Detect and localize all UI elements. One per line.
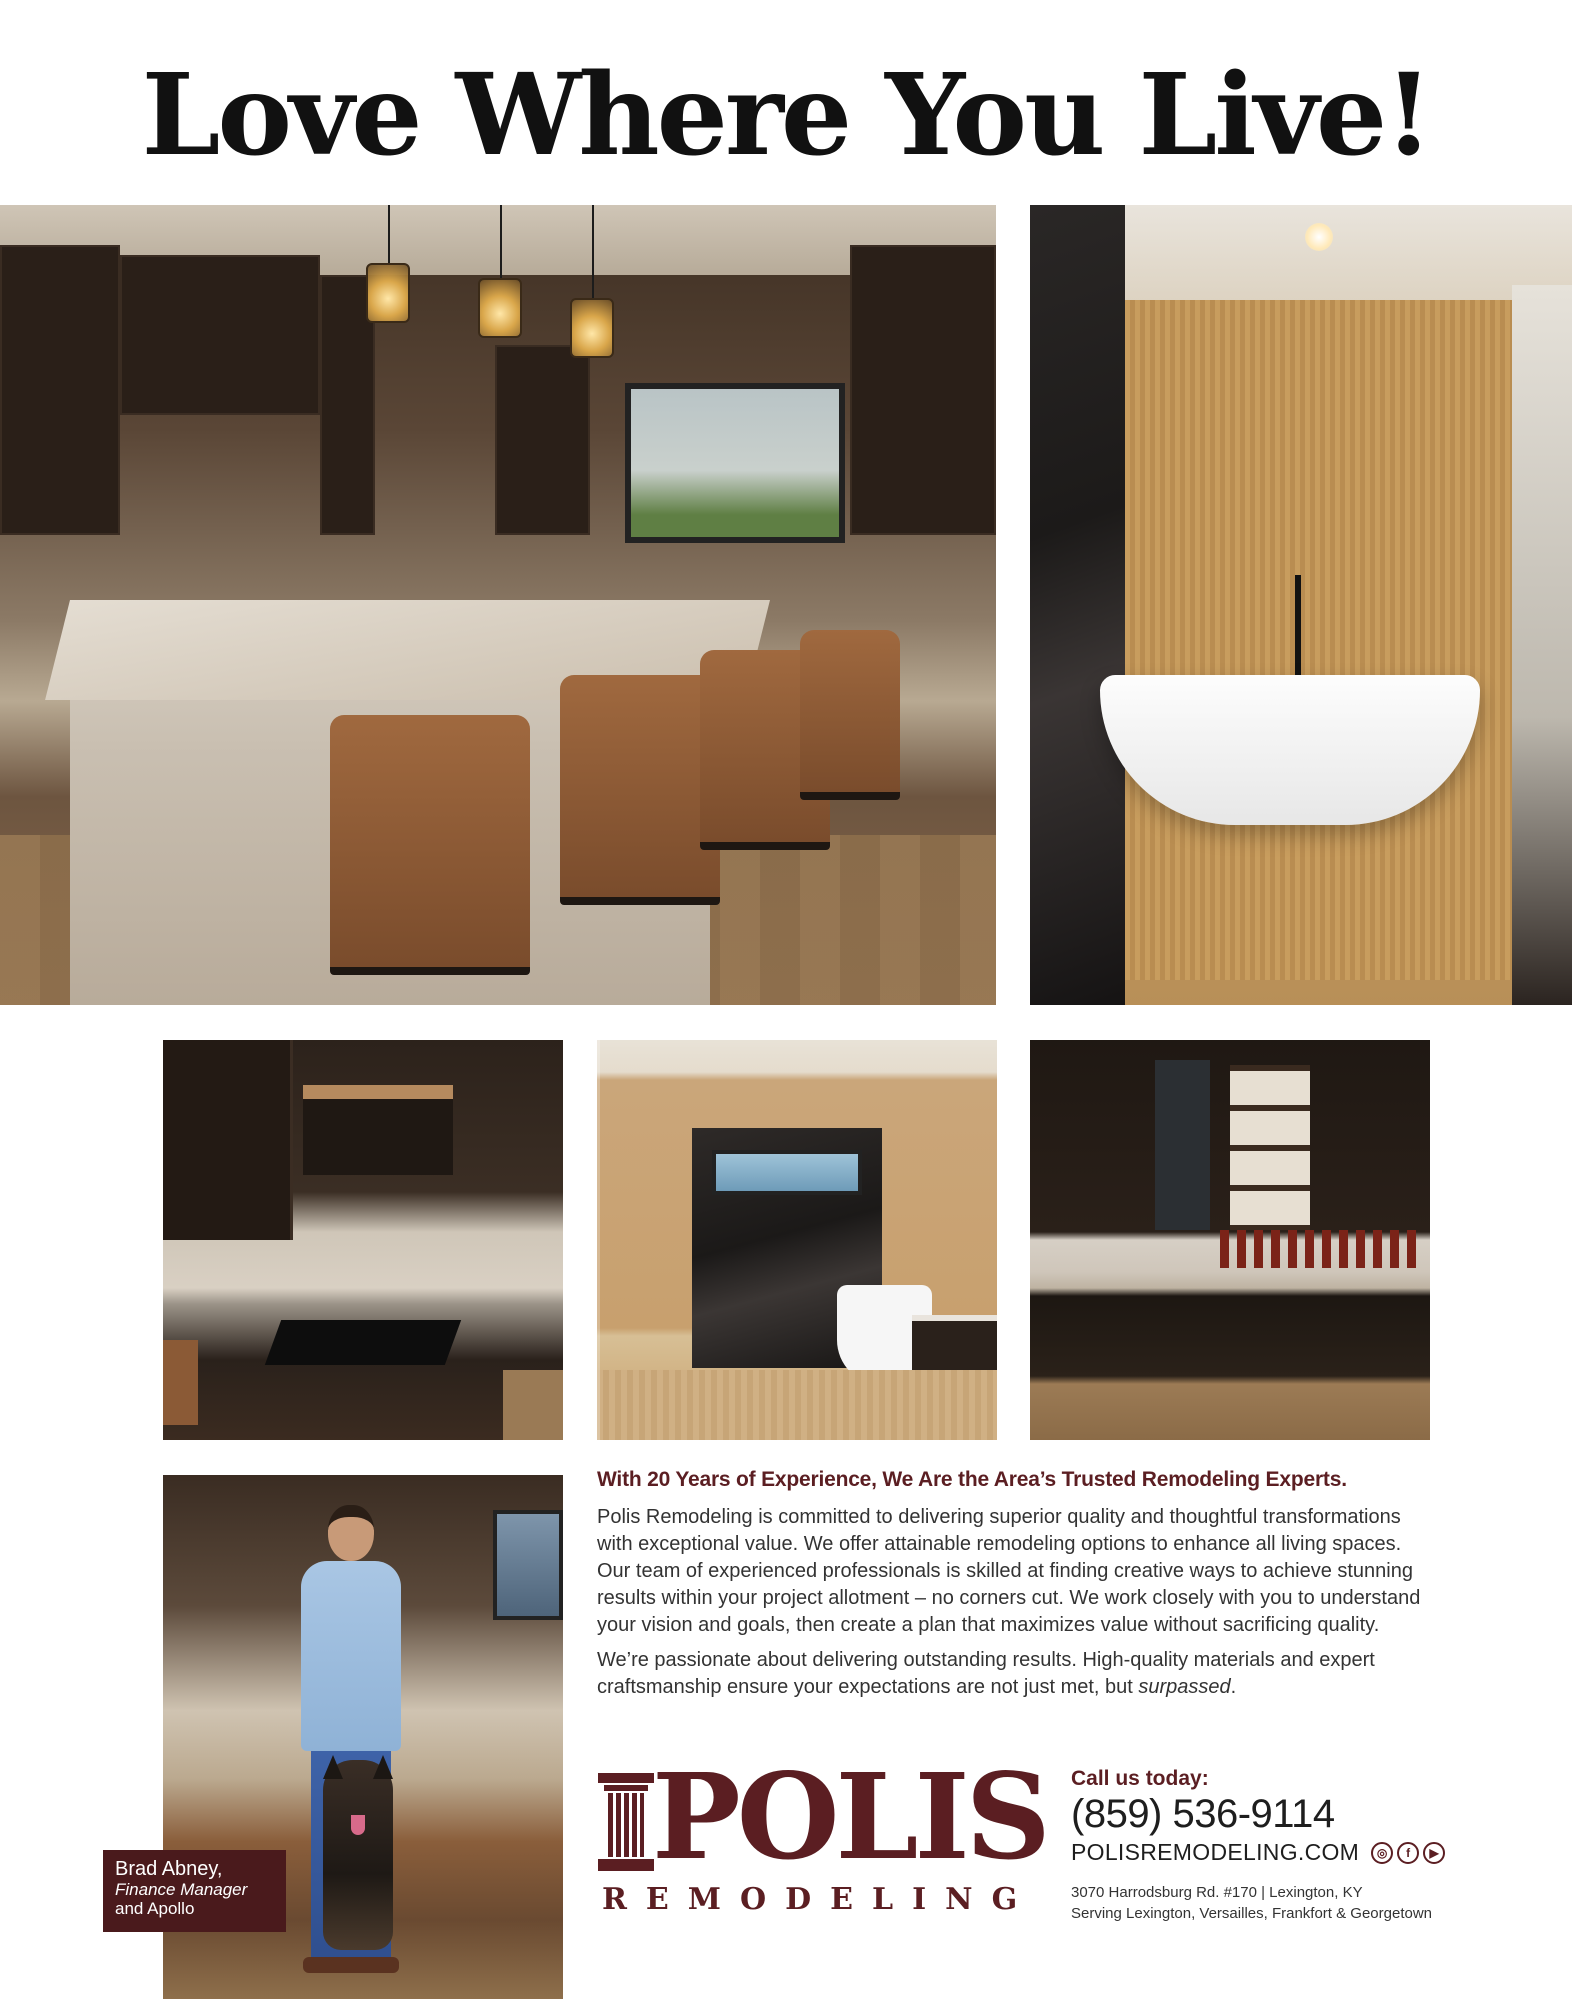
youtube-icon[interactable]: ▶ xyxy=(1423,1842,1445,1864)
address: 3070 Harrodsburg Rd. #170 | Lexington, KY xyxy=(1071,1884,1363,1901)
kitchen-island-photo xyxy=(0,205,996,1005)
instagram-icon[interactable]: ◎ xyxy=(1371,1842,1393,1864)
logo-wordmark: POLIS xyxy=(652,1747,1047,1886)
caption-dog: and Apollo xyxy=(115,1899,195,1918)
copy-paragraph-1: Polis Remodeling is committed to delivering superior quality and thoughtful transformations with exceptional value. We offer attainable remodeling options to enhance all living spaces. Our team of experienced professionals is skilled at finding creative ways to achieve stunning results within your project allotment – no corners cut. We work closely with you to understand your vision and goals, then create a plan that maximizes value without sacrificing quality. xyxy=(597,1506,1421,1636)
phone-number[interactable]: (859) 536-9114 xyxy=(1071,1792,1335,1836)
emphasis-word: surpassed xyxy=(1138,1676,1231,1698)
page-headline: Love Where You Live! xyxy=(141,50,1431,181)
freestanding-tub-photo xyxy=(1030,205,1572,1005)
polis-logo xyxy=(596,1747,1047,1920)
copy-paragraph-2: We’re passionate about delivering outstanding results. High-quality materials and expert craftsmanship ensure your expectations are not just met, but surpassed. xyxy=(597,1649,1375,1698)
caption-name: Brad Abney, xyxy=(115,1858,223,1880)
portrait-caption xyxy=(103,1850,286,1932)
bar-kitchen-photo xyxy=(1030,1040,1430,1440)
contact-block xyxy=(1071,1767,1491,1924)
body-copy xyxy=(597,1468,1437,1709)
call-label: Call us today: xyxy=(1071,1767,1209,1790)
caption-role: Finance Manager xyxy=(115,1880,248,1899)
cooktop-photo xyxy=(163,1040,563,1440)
logo-subtitle: REMODELING xyxy=(602,1882,1037,1917)
copy-subhead: With 20 Years of Experience, We Are the Area’s Trusted Remodeling Experts. xyxy=(597,1468,1347,1491)
column-icon xyxy=(598,1773,654,1873)
facebook-icon[interactable]: f xyxy=(1397,1842,1419,1864)
social-icons xyxy=(1371,1842,1445,1864)
service-area: Serving Lexington, Versailles, Frankfort & Georgetown xyxy=(1071,1905,1433,1922)
website-link[interactable]: POLISREMODELING.COM xyxy=(1071,1839,1360,1865)
walk-in-shower-photo xyxy=(597,1040,997,1440)
